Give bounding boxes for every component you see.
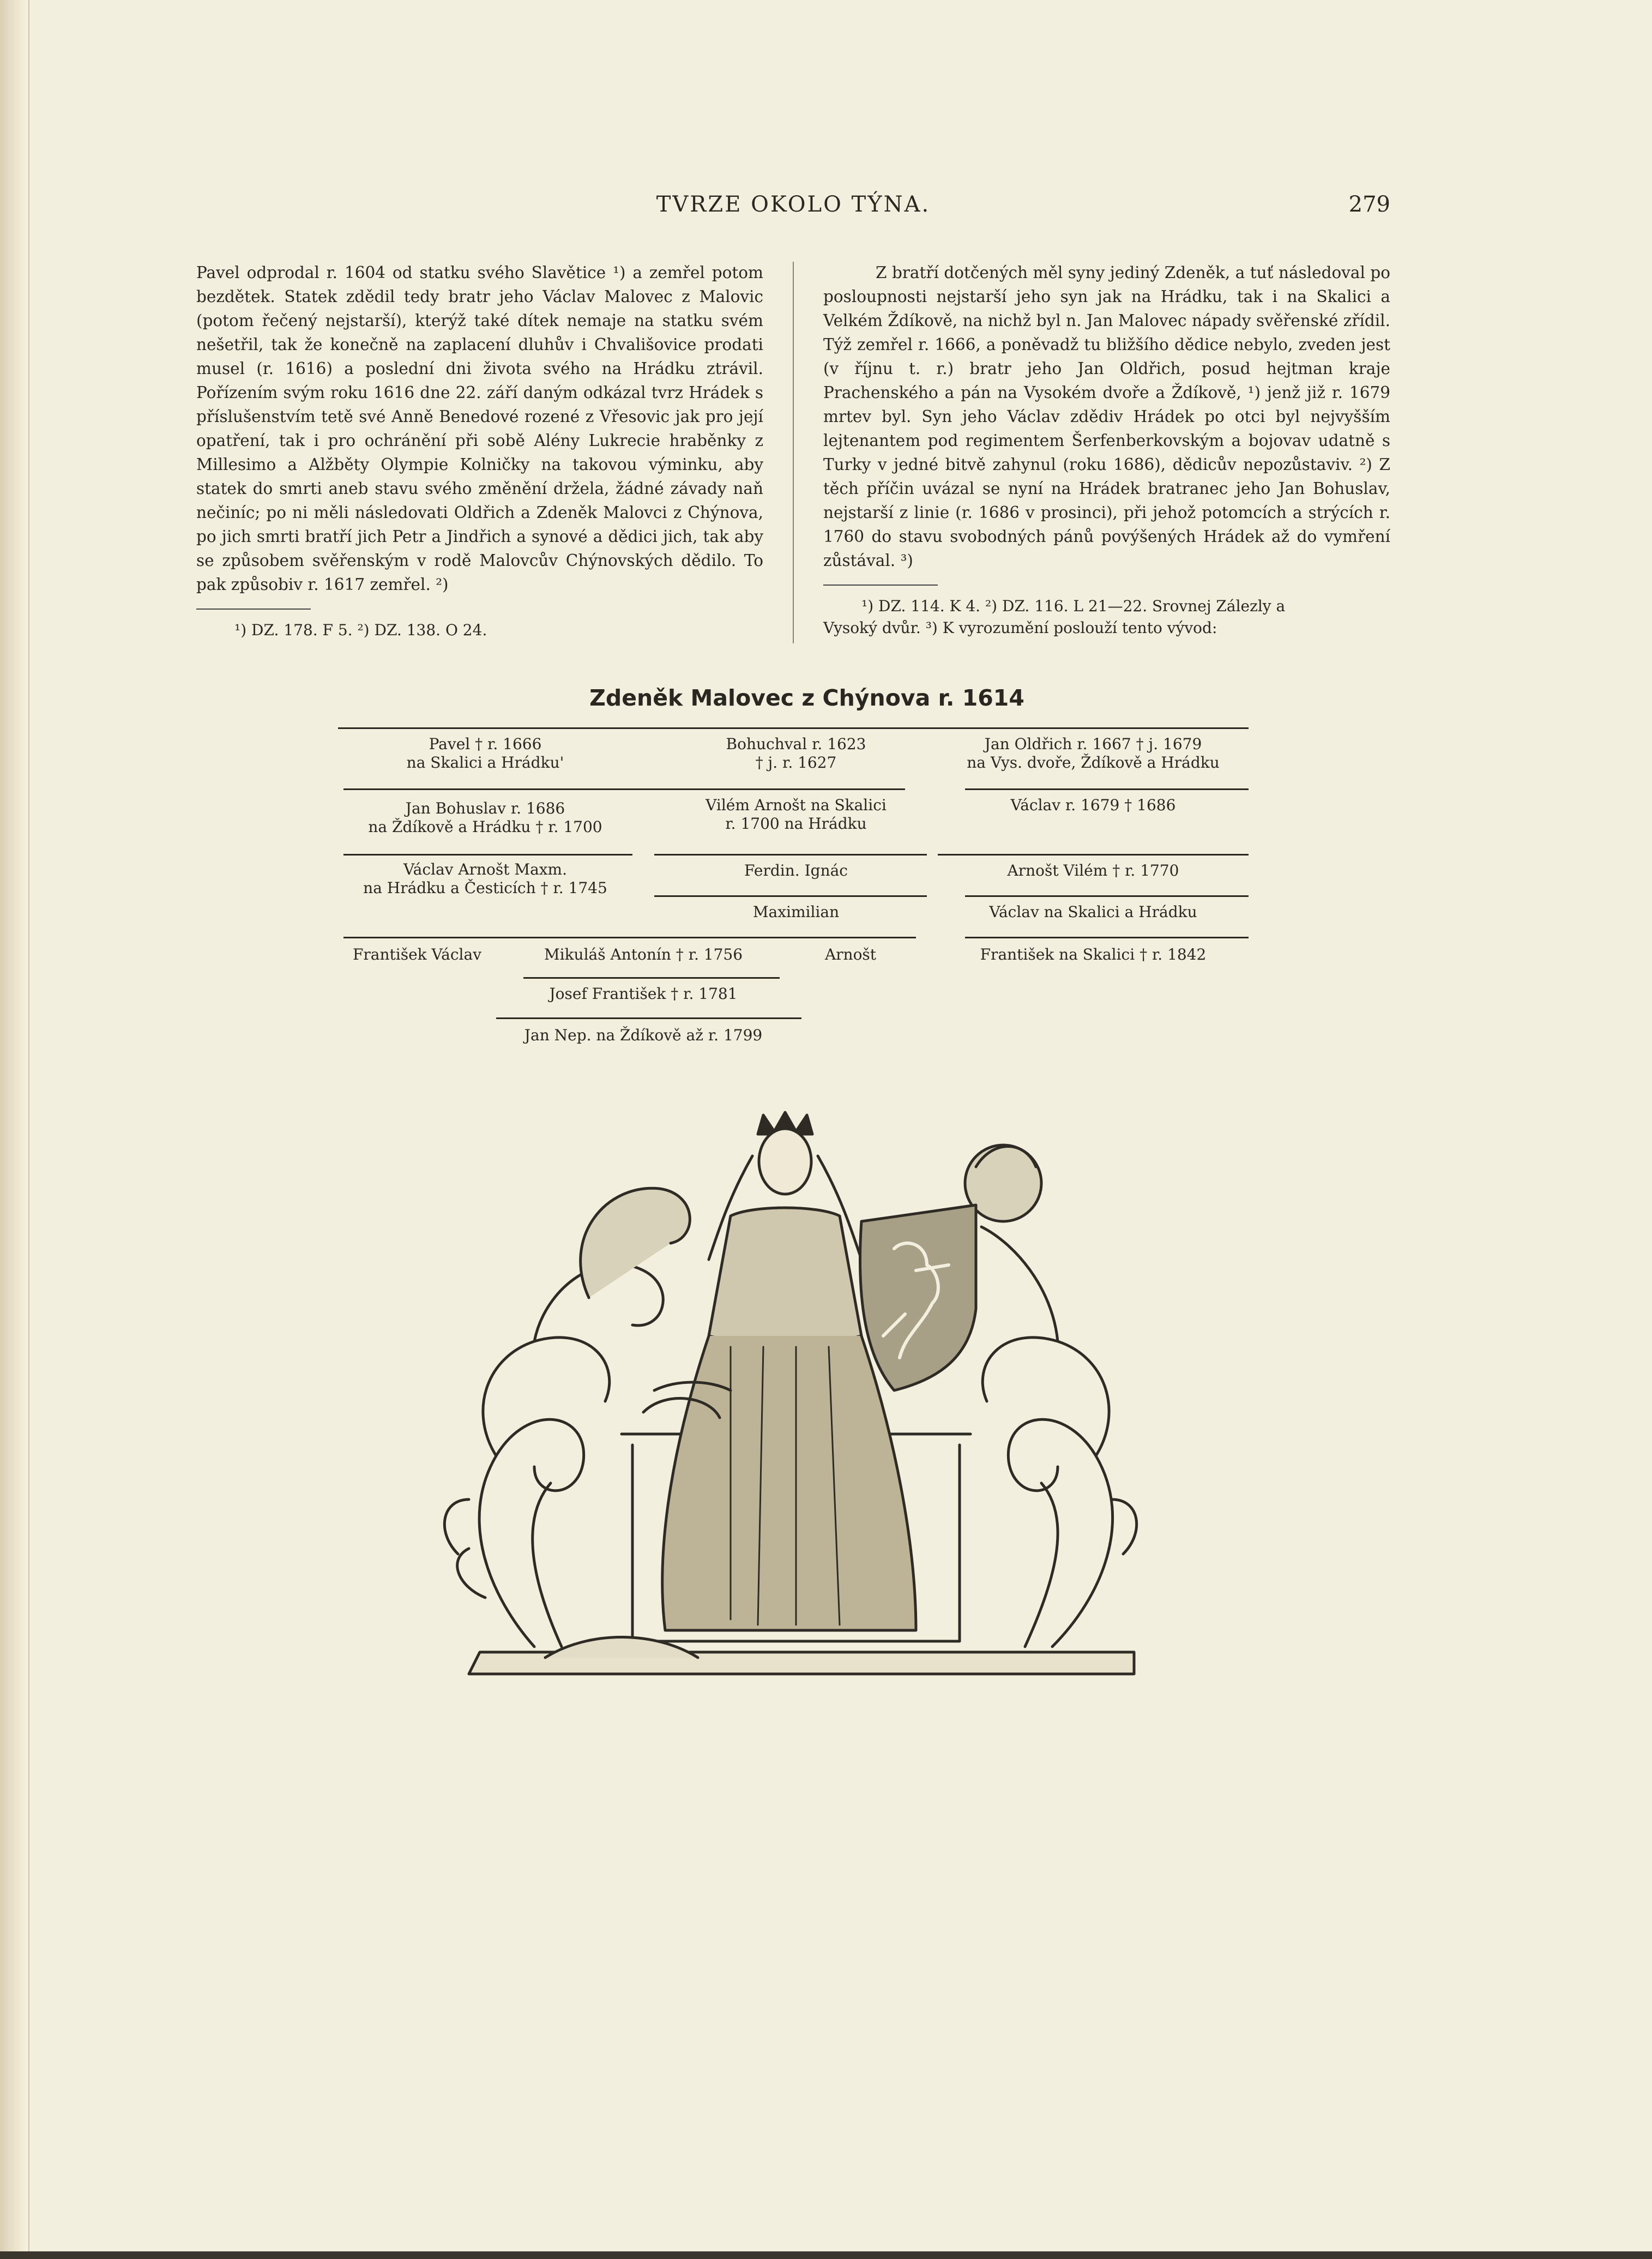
tree-brace [965, 788, 1249, 790]
tree-brace [654, 895, 927, 897]
left-column-text: Pavel odprodal r. 1604 od statku svého Slavětice ¹) a zemřel potom bezdětek. Statek zdědil tedy bratr jeho Václav Malovec z Malovic (potom řečený nejstarší), kterýž také dítek nemaje na statku svém nešetřil, tak že konečně na zaplacení dluhův i Chvališovice prodati musel (r. 1616) a poslední dni života svého na Hrádku ztrávil. Pořízením svým roku 1616 dne 22. září daným odkázal tvrz Hrádek s příslušenstvím tetě své Anně Benedové rozené z Vřesovic jak pro její opatření, tak i pro ochránění při sobě Alény Lukrecie hraběnky z Millesimo a Alžběty Olympie Kolničky na takovou výminku, aby statek do smrti aneb stavu svého změnění držela, žádné závady naň nečiníc; po ni měli následovati Oldřich a Zdeněk Malovci z Chýnova, po jich smrti bratří jich Petr a Jindřich a synové a dědici jich, tak aby se způsobem svěřenským v rodě Malovcův Chýnovských dědilo. To pak způsobiv r. 1617 zemřel. ²) [196, 263, 763, 594]
tree-brace [938, 854, 1249, 856]
tree-node-jan-oldrich: Jan Oldřich r. 1667 † j. 1679 [984, 735, 1202, 753]
genealogy-tree [338, 723, 1249, 1061]
tree-brace [343, 854, 632, 856]
page-number: 279 [1348, 192, 1390, 217]
genealogy-title: Zdeněk Malovec z Chýnova r. 1614 [589, 685, 1024, 711]
tree-node-jan-oldrich-detail: na Vys. dvoře, Ždíkově a Hrádku [967, 754, 1220, 772]
left-acanthus-ornament [444, 1188, 690, 1647]
lion-shield [860, 1205, 976, 1390]
tree-node-arnost-vilem: Arnošt Vilém † r. 1770 [1007, 862, 1179, 879]
queen-figure [545, 1112, 916, 1658]
tree-node-jan-bohuslav-detail: na Ždíkově a Hrádku † r. 1700 [368, 818, 602, 836]
tree-node-vaclav-arnost: Václav Arnošt Maxm. [403, 860, 567, 878]
footnote-rule [196, 609, 311, 610]
tree-brace [496, 1017, 801, 1019]
footnote-rule [823, 585, 938, 586]
tree-node-arnost: Arnošt [824, 945, 877, 963]
tree-brace [654, 854, 927, 856]
tree-node-pavel-detail: na Skalici a Hrádku' [406, 754, 564, 772]
tree-brace [965, 937, 1249, 938]
tree-node-bohuchval: Bohuchval r. 1623 [726, 735, 866, 753]
right-column-text: Z bratří dotčených měl syny jediný Zdeněk, a tuť následoval po posloupnosti nejstarší jeho syn jak na Hrádku, tak i na Skalici a Velkém Ždíkově, na nichž byl n. Jan Malovec nápady svěřenské zřídil. Týž zemřel r. 1666, a poněvadž tu bližšího dědice nebylo, zveden jest (v říjnu t. r.) bratr jeho Jan Oldřich, posud hejtman kraje Prachenského a pán na Vysokém dvoře a Ždíkově, ¹) jenž již r. 1679 mrtev byl. Syn jeho Václav zdědiv Hrádek po otci byl nejvyšším lejtenantem pod regimentem Šerfenberkovským a bojovav udatně s Turky v jedné bitvě zahynul (roku 1686), dědicův nepozůstaviv. ²) Z těch příčin uvázal se nyní na Hrádek bratranec jeho Jan Bohuslav, nejstarší z linie (r. 1686 v prosinci), při jehož potomcích a strýcích r. 1760 do stavu svobodných pánů povýšených Hrádek až do vymření zůstával. ³) [823, 263, 1390, 570]
page-header [196, 192, 1390, 225]
tree-node-pavel: Pavel † r. 1666 [429, 735, 542, 753]
tree-node-vilem-arnost: Vilém Arnošt na Skalici [706, 796, 887, 814]
tree-node-josef: Josef František † r. 1781 [549, 985, 738, 1003]
tree-node-ferdinand: Ferdin. Ignác [744, 862, 848, 879]
binding-line [28, 0, 29, 2259]
tree-node-vaclav-arnost-detail: na Hrádku a Česticích † r. 1745 [363, 879, 607, 897]
tree-brace [343, 788, 905, 790]
tree-node-bohuchval-detail: † j. r. 1627 [755, 754, 837, 772]
left-footnote: ¹) DZ. 178. F 5. ²) DZ. 138. O 24. [234, 621, 487, 639]
right-column [823, 261, 1390, 639]
tree-node-frantisek-vaclav: František Václav [352, 945, 482, 963]
page-edge [0, 2251, 1652, 2259]
right-footnote-line-2: Vysoký dvůr. ³) K vyrozumění poslouží tento vývod: [823, 619, 1217, 637]
tree-brace [965, 895, 1249, 897]
tree-node-vaclav-1679: Václav r. 1679 † 1686 [1010, 796, 1176, 814]
tree-node-vaclav-skalice: Václav na Skalici a Hrádku [989, 903, 1197, 921]
tree-brace [338, 727, 1249, 729]
tree-node-vilem-arnost-detail: r. 1700 na Hrádku [725, 815, 867, 833]
right-acanthus-ornament [965, 1145, 1137, 1647]
emblem-illustration [425, 1107, 1167, 1696]
running-title: TVRZE OKOLO TÝNA. [656, 192, 931, 217]
column-divider [793, 262, 794, 643]
tree-brace [343, 937, 916, 938]
tree-node-mikulas: Mikuláš Antonín † r. 1756 [544, 945, 743, 963]
page-gutter [0, 0, 26, 2259]
tree-node-jan-nep: Jan Nep. na Ždíkově až r. 1799 [524, 1026, 763, 1044]
tree-node-jan-bohuslav: Jan Bohuslav r. 1686 [405, 799, 565, 817]
tree-node-frantisek-skalice: František na Skalici † r. 1842 [980, 945, 1207, 963]
tree-brace [523, 977, 780, 979]
right-footnote-line-1: ¹) DZ. 114. K 4. ²) DZ. 116. L 21—22. Srovnej Zálezly a [861, 597, 1286, 615]
left-column [196, 261, 763, 641]
tree-node-maximilian: Maximilian [752, 903, 840, 921]
